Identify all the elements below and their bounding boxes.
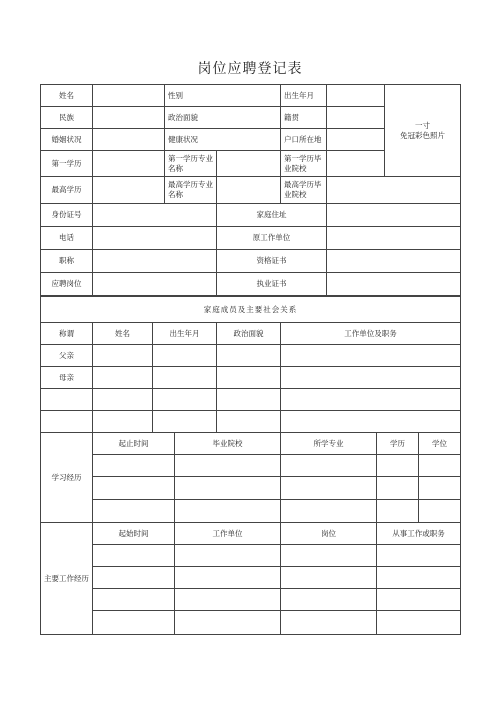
name-label: 姓名	[41, 85, 93, 107]
study-history-table	[40, 432, 461, 523]
edu1-label: 第一学历	[41, 151, 93, 177]
family-table	[40, 296, 461, 433]
study-cell[interactable]	[175, 500, 281, 523]
edu-top-major-label: 最高学历专业名称	[165, 177, 217, 204]
basic-info-table	[40, 84, 461, 296]
edu-top-school-label: 最高学历毕业院校	[281, 177, 327, 204]
study-history-label: 学习经历	[41, 433, 93, 523]
family-cell[interactable]	[217, 389, 281, 411]
work-cell[interactable]	[175, 545, 281, 567]
hukou-field[interactable]	[327, 129, 385, 151]
family-cell[interactable]	[153, 389, 217, 411]
work-header-duty: 从事工作或职务	[377, 523, 461, 545]
birth-field[interactable]	[327, 85, 385, 107]
work-cell[interactable]	[175, 611, 281, 635]
name-field[interactable]	[93, 85, 165, 107]
family-relation-blank[interactable]	[41, 411, 93, 433]
qualification-field[interactable]	[327, 250, 461, 273]
family-cell[interactable]	[93, 411, 153, 433]
work-cell[interactable]	[377, 611, 461, 635]
photo-desc-text: 免冠彩色照片	[400, 130, 445, 140]
work-header-position: 岗位	[281, 523, 377, 545]
family-header-employer: 工作单位及职务	[281, 323, 461, 345]
work-cell[interactable]	[175, 589, 281, 611]
id-number-label: 身份证号	[41, 204, 93, 227]
family-cell[interactable]	[281, 345, 461, 367]
work-cell[interactable]	[377, 545, 461, 567]
study-header-major: 所学专业	[281, 433, 377, 455]
family-cell[interactable]	[153, 367, 217, 389]
marital-label: 婚姻状况	[41, 129, 93, 151]
study-cell[interactable]	[175, 455, 281, 477]
study-cell[interactable]	[93, 477, 175, 500]
edu1-major-field[interactable]	[217, 151, 281, 177]
health-label: 健康状况	[165, 129, 281, 151]
ethnicity-label: 民族	[41, 107, 93, 129]
edu1-school-field[interactable]	[327, 151, 385, 177]
license-field[interactable]	[327, 273, 461, 296]
family-cell[interactable]	[217, 345, 281, 367]
family-section-heading: 家庭成员及主要社会关系	[41, 297, 461, 323]
work-cell[interactable]	[377, 567, 461, 589]
title-rank-field[interactable]	[93, 250, 217, 273]
id-number-field[interactable]	[93, 204, 217, 227]
family-header-birth: 出生年月	[153, 323, 217, 345]
phone-label: 电话	[41, 227, 93, 250]
native-place-field[interactable]	[327, 107, 385, 129]
family-cell[interactable]	[153, 411, 217, 433]
former-employer-label: 原工作单位	[217, 227, 327, 250]
family-cell[interactable]	[93, 389, 153, 411]
study-header-degree: 学位	[419, 433, 461, 455]
work-history-label: 主要工作经历	[41, 523, 93, 635]
work-history-table	[40, 522, 461, 635]
license-label: 执业证书	[217, 273, 327, 296]
family-cell[interactable]	[93, 367, 153, 389]
work-header-employer: 工作单位	[175, 523, 281, 545]
gender-label: 性别	[165, 85, 281, 107]
photo-box[interactable]	[385, 85, 461, 177]
form-title: 岗位应聘登记表	[197, 61, 303, 77]
edu-top-school-field[interactable]	[327, 177, 461, 204]
study-header-school: 毕业院校	[175, 433, 281, 455]
work-cell[interactable]	[93, 611, 175, 635]
study-cell[interactable]	[175, 477, 281, 500]
work-cell[interactable]	[377, 589, 461, 611]
work-cell[interactable]	[93, 567, 175, 589]
study-cell[interactable]	[377, 477, 419, 500]
position-applied-field[interactable]	[93, 273, 217, 296]
native-place-label: 籍贯	[281, 107, 327, 129]
former-employer-field[interactable]	[327, 227, 461, 250]
study-cell[interactable]	[281, 477, 377, 500]
home-address-field[interactable]	[327, 204, 461, 227]
marital-field[interactable]	[93, 129, 165, 151]
work-cell[interactable]	[281, 611, 377, 635]
work-cell[interactable]	[93, 545, 175, 567]
work-cell[interactable]	[281, 567, 377, 589]
family-cell[interactable]	[93, 345, 153, 367]
edu1-school-label: 第一学历毕业院校	[281, 151, 327, 177]
edu-top-major-field[interactable]	[217, 177, 281, 204]
family-cell[interactable]	[281, 411, 461, 433]
study-cell[interactable]	[93, 455, 175, 477]
position-applied-label: 应聘岗位	[41, 273, 93, 296]
work-cell[interactable]	[281, 589, 377, 611]
politics-label: 政治面貌	[165, 107, 281, 129]
edu-top-label: 最高学历	[41, 177, 93, 204]
study-header-degree-level: 学历	[377, 433, 419, 455]
edu1-field[interactable]	[93, 151, 165, 177]
family-cell[interactable]	[217, 367, 281, 389]
study-cell[interactable]	[93, 500, 175, 523]
birth-label: 出生年月	[281, 85, 327, 107]
work-header-start: 起始时间	[93, 523, 175, 545]
study-cell[interactable]	[419, 455, 461, 477]
study-cell[interactable]	[377, 455, 419, 477]
family-cell[interactable]	[153, 345, 217, 367]
study-header-period: 起止时间	[93, 433, 175, 455]
home-address-label: 家庭住址	[217, 204, 327, 227]
study-cell[interactable]	[419, 500, 461, 523]
family-header-politics: 政治面貌	[217, 323, 281, 345]
study-cell[interactable]	[419, 477, 461, 500]
phone-field[interactable]	[93, 227, 217, 250]
study-cell[interactable]	[377, 500, 419, 523]
photo-size-text: 一寸	[415, 120, 430, 130]
work-cell[interactable]	[175, 567, 281, 589]
edu1-major-label: 第一学历专业名称	[165, 151, 217, 177]
edu-top-field[interactable]	[93, 177, 165, 204]
study-cell[interactable]	[281, 500, 377, 523]
family-relation-mother: 母亲	[41, 367, 93, 389]
qualification-label: 资格证书	[217, 250, 327, 273]
work-cell[interactable]	[93, 589, 175, 611]
family-cell[interactable]	[281, 367, 461, 389]
family-header-relation: 称谓	[41, 323, 93, 345]
family-cell[interactable]	[281, 389, 461, 411]
study-cell[interactable]	[281, 455, 377, 477]
family-relation-blank[interactable]	[41, 389, 93, 411]
title-rank-label: 职称	[41, 250, 93, 273]
ethnicity-field[interactable]	[93, 107, 165, 129]
hukou-label: 户口所在地	[281, 129, 327, 151]
family-relation-father: 父亲	[41, 345, 93, 367]
family-header-name: 姓名	[93, 323, 153, 345]
work-cell[interactable]	[281, 545, 377, 567]
family-cell[interactable]	[217, 411, 281, 433]
